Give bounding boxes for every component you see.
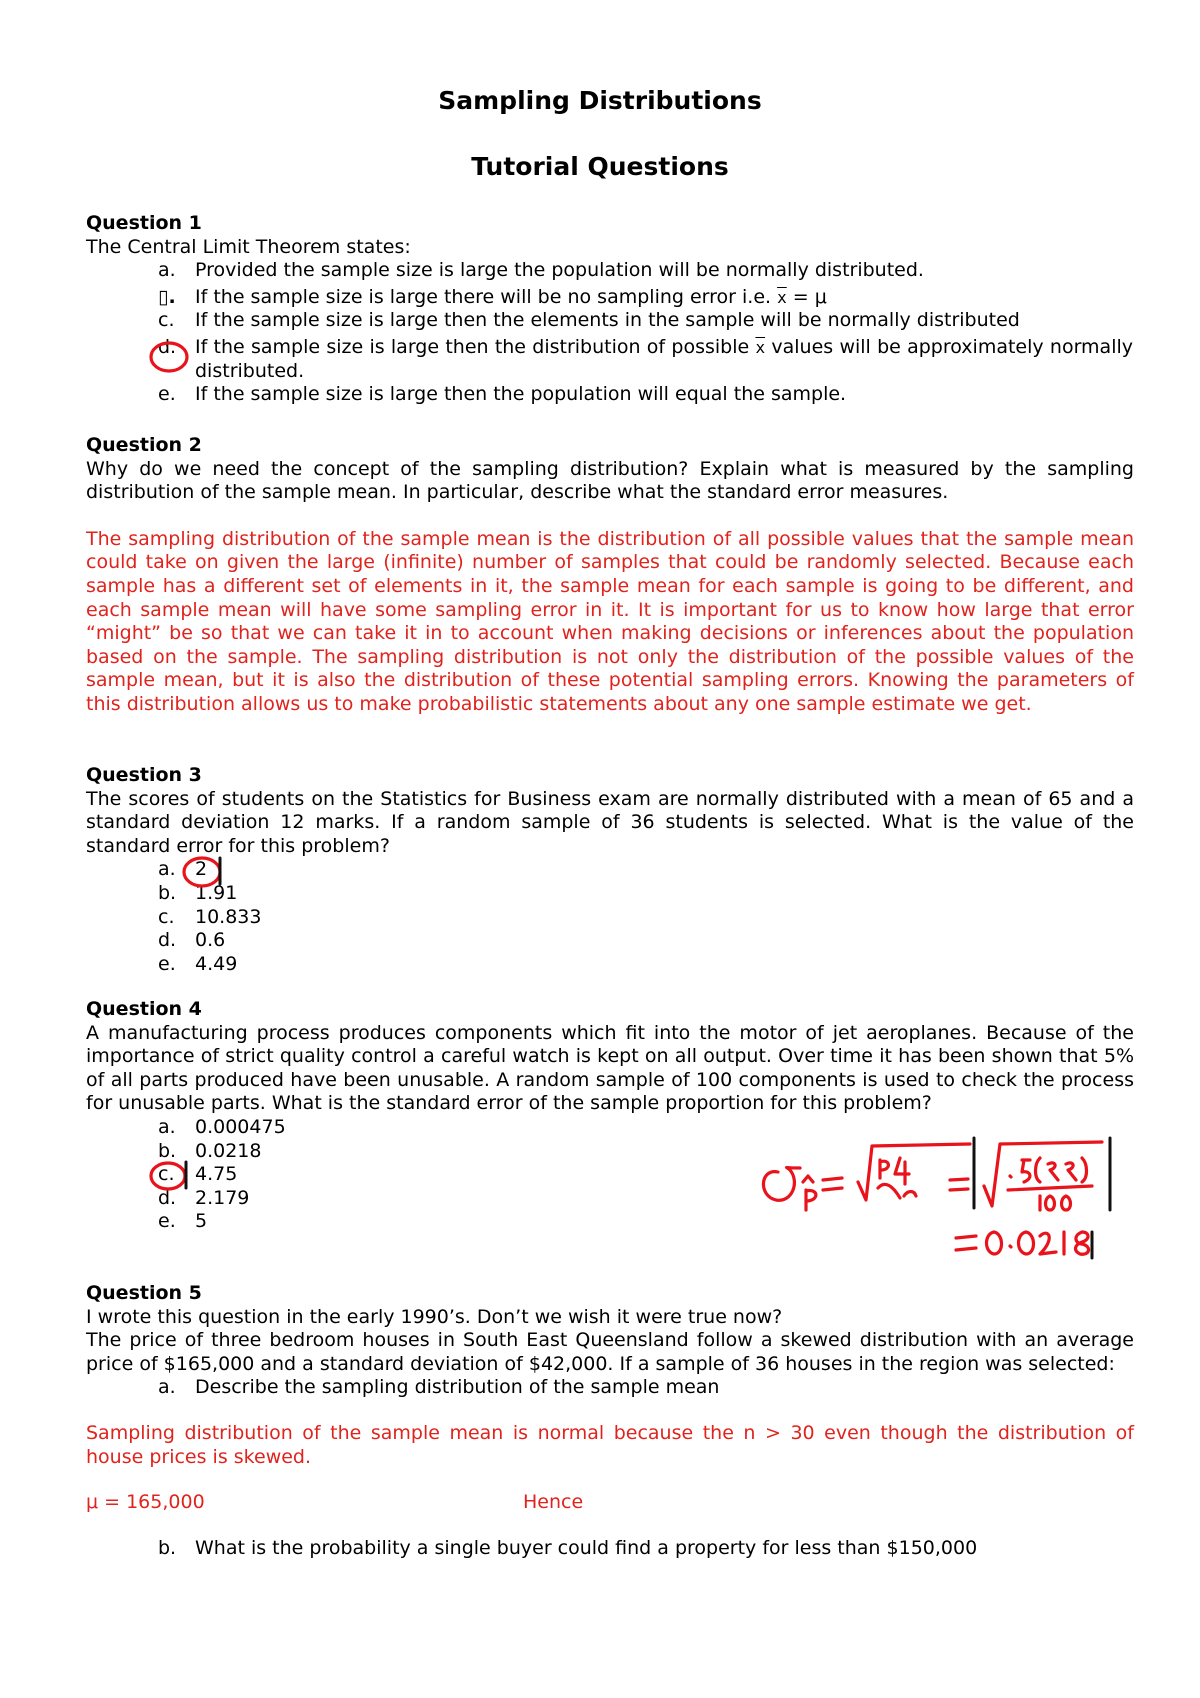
- question-5-part-b: [86, 1537, 1134, 1561]
- question-2-answer: The sampling distribution of the sample mean is the distribution of all possible values that the sample mean could take on given the large (infinite) number of samples that could be randomly selected. Because each sample has a different set of elements in it, the sample mean for each sample is going to be different, and each sample mean will have some sampling error in it. It is important for us to know how large that error “might” be so that we can take it in to account when making decisions or inferences about the population based on the sample. The sampling distribution is not only the distribution of the possible values of the sample mean, but it is also the distribution of these potential sampling errors. Knowing the parameters of this distribution allows us to make probabilistic statements about any one sample estimate we get.: [86, 527, 1134, 715]
- mu-value: μ = 165,000: [86, 1491, 205, 1514]
- option-d[interactable]: d. If the sample size is large then the distribution of possible $\overline{x}$ values will be approximately normally distributed.: [158, 335, 1133, 382]
- part-b[interactable]: b. What is the probability a single buyer could find a property for less than $150,000: [158, 1537, 978, 1560]
- question-5-stem: The price of three bedroom houses in South East Queensland follow a skewed distribution with an average price of $165,000 and a standard deviation of $42,000. If a sample of 36 houses in the region was selected:: [86, 1329, 1134, 1375]
- option-b[interactable]: b. 0.0218: [158, 1139, 262, 1162]
- option-d[interactable]: d. 2.179: [158, 1186, 250, 1209]
- question-1-heading: Question 1: [86, 212, 202, 234]
- question-4-stem: A manufacturing process produces components which fit into the motor of jet aeroplanes. Because of the importance of strict quality control a careful watch is kept on all output. Over time it has been shown that 5% of all parts produced have been unusable. A random sample of 100 components is used to check the process for unusable parts. What is the standard error of the sample proportion for this problem?: [86, 1021, 1134, 1115]
- option-c[interactable]: c. 4.75: [158, 1163, 238, 1186]
- page-title: Sampling Distributions: [438, 86, 762, 115]
- question-4-heading: Question 4: [86, 998, 202, 1020]
- question-3-options: [86, 858, 1134, 976]
- result-writing: [987, 1232, 1089, 1254]
- option-e[interactable]: e. 4.49: [158, 952, 238, 975]
- x-bar-symbol: $\overline{x}$: [755, 337, 766, 357]
- question-4: [86, 998, 1134, 1234]
- question-1-options: [86, 259, 1134, 407]
- question-2: [86, 434, 1134, 717]
- question-5: [86, 1282, 1134, 1561]
- question-2-heading: Question 2: [86, 434, 202, 456]
- part-a[interactable]: a. Describe the sampling distribution of the sample mean: [158, 1376, 720, 1399]
- option-d[interactable]: d. 0.6: [158, 929, 226, 952]
- question-1: [86, 212, 1134, 407]
- option-a[interactable]: a. Provided the sample size is large the population will be normally distributed.: [158, 259, 924, 282]
- x-bar-symbol: $\overline{x}$: [777, 287, 787, 307]
- option-e[interactable]: e. 5: [158, 1210, 208, 1233]
- option-c[interactable]: c. 10.833: [158, 905, 262, 928]
- option-e[interactable]: e. If the sample size is large then the population will equal the sample.: [158, 383, 847, 406]
- question-3-heading: Question 3: [86, 764, 202, 786]
- question-2-stem: Why do we need the concept of the sampling distribution? Explain what is measured by the sampling distribution of the sample mean. In particular, describe what the standard error measures.: [86, 457, 1134, 504]
- option-a[interactable]: a. 0.000475: [158, 1115, 286, 1138]
- question-5-intro: I wrote this question in the early 1990’s. Don’t we wish it were true now?: [86, 1305, 783, 1328]
- question-5-part-a: [86, 1376, 1134, 1400]
- question-3-stem: The scores of students on the Statistics for Business exam are normally distributed with a mean of 65 and a standard deviation 12 marks. If a random sample of 36 students is selected. What is the value of the standard error for this problem?: [86, 787, 1134, 857]
- question-3: [86, 764, 1134, 976]
- question-1-stem: The Central Limit Theorem states:: [86, 235, 411, 258]
- option-b[interactable]: b. 1.91: [158, 881, 238, 904]
- mu-line: [86, 1491, 1134, 1515]
- option-a[interactable]: a. 2: [158, 858, 208, 881]
- option-c[interactable]: c. If the sample size is large then the elements in the sample will be normally distributed: [158, 309, 1020, 332]
- question-5-heading: Question 5: [86, 1282, 202, 1304]
- hence-label: Hence: [523, 1491, 584, 1514]
- equals-sign: [956, 1236, 976, 1250]
- question-5-answer: Sampling distribution of the sample mean is normal because the n > 30 even though the distribution of house prices is skewed.: [86, 1421, 1134, 1468]
- option-b[interactable]: ▯. If the sample size is large there will be no sampling error i.e. $\overline{x} = \mu$: [158, 285, 827, 308]
- page-subtitle: Tutorial Questions: [471, 152, 729, 181]
- question-4-options: [86, 1116, 1134, 1234]
